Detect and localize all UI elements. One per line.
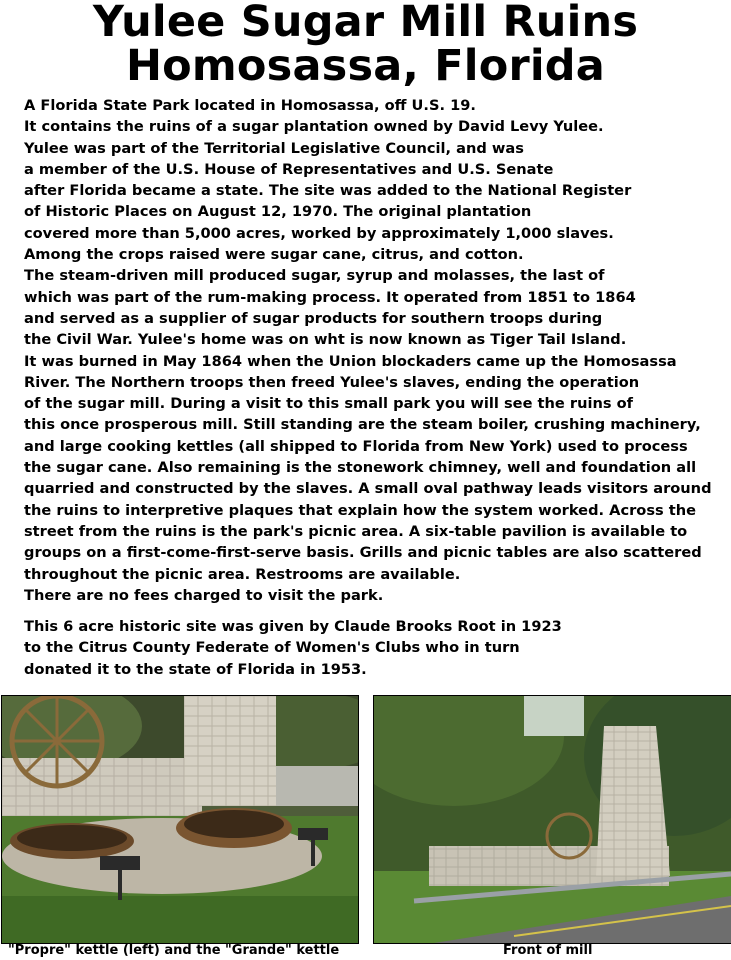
body-line: and served as a supplier of sugar products for southern troops during <box>24 309 603 327</box>
closing-line: donated it to the state of Florida in 1953. <box>24 660 367 678</box>
closing-line: to the Citrus County Federate of Women's Clubs who in turn <box>24 639 520 657</box>
kettles-photo <box>1 695 359 944</box>
body-line: A Florida State Park located in Homosassa, off U.S. 19. <box>24 97 476 114</box>
description-text <box>24 95 724 680</box>
paragraph-gap <box>24 606 724 616</box>
kettles-photo-caption: "Propre" kettle (left) and the "Grande" kettle <box>8 943 340 958</box>
body-line: It contains the ruins of a sugar plantation owned by David Levy Yulee. <box>24 118 604 136</box>
body-line: quarried and constructed by the slaves. A small oval pathway leads visitors around <box>24 480 712 498</box>
body-line: groups on a first-come-first-serve basis. Grills and picnic tables are also scattered <box>24 544 702 562</box>
body-line: the ruins to interpretive plaques that explain how the system worked. Across the <box>24 501 697 519</box>
mill-front-illustration <box>374 696 731 943</box>
body-line: which was part of the rum-making process. It operated from 1851 to 1864 <box>24 288 636 306</box>
body-line: after Florida became a state. The site was added to the National Register <box>24 182 632 200</box>
body-line: a member of the U.S. House of Representatives and U.S. Senate <box>24 160 554 178</box>
page-title-line-1: Yulee Sugar Mill Ruins <box>92 0 639 47</box>
body-line: the sugar cane. Also remaining is the stonework chimney, well and foundation all <box>24 459 697 477</box>
body-line: It was burned in May 1864 when the Union blockaders came up the Homosassa <box>24 352 677 370</box>
body-line: the Civil War. Yulee's home was on wht is now known as Tiger Tail Island. <box>24 331 627 349</box>
mill-front-photo-caption: Front of mill <box>503 943 593 958</box>
page-title-line-2: Homosassa, Florida <box>126 41 605 91</box>
body-line: and large cooking kettles (all shipped to Florida from New York) used to process <box>24 437 688 455</box>
body-line: River. The Northern troops then freed Yulee's slaves, ending the operation <box>24 373 640 391</box>
body-line: Among the crops raised were sugar cane, citrus, and cotton. <box>24 246 524 264</box>
closing-line: This 6 acre historic site was given by Claude Brooks Root in 1923 <box>24 618 562 636</box>
mill-front-photo <box>373 695 731 944</box>
kettles-illustration <box>2 696 358 943</box>
body-line: The steam-driven mill produced sugar, syrup and molasses, the last of <box>24 267 605 285</box>
body-line: covered more than 5,000 acres, worked by approximately 1,000 slaves. <box>24 224 614 242</box>
body-line: of the sugar mill. During a visit to this small park you will see the ruins of <box>24 395 634 413</box>
body-line: of Historic Places on August 12, 1970. The original plantation <box>24 203 532 221</box>
body-line: street from the ruins is the park's picnic area. A six-table pavilion is available to <box>24 522 688 540</box>
body-line: throughout the picnic area. Restrooms are available. <box>24 565 461 583</box>
body-line: There are no fees charged to visit the park. <box>24 586 384 604</box>
body-line: this once prosperous mill. Still standing are the steam boiler, crushing machinery, <box>24 416 701 434</box>
body-line: Yulee was part of the Territorial Legislative Council, and was <box>24 139 524 157</box>
